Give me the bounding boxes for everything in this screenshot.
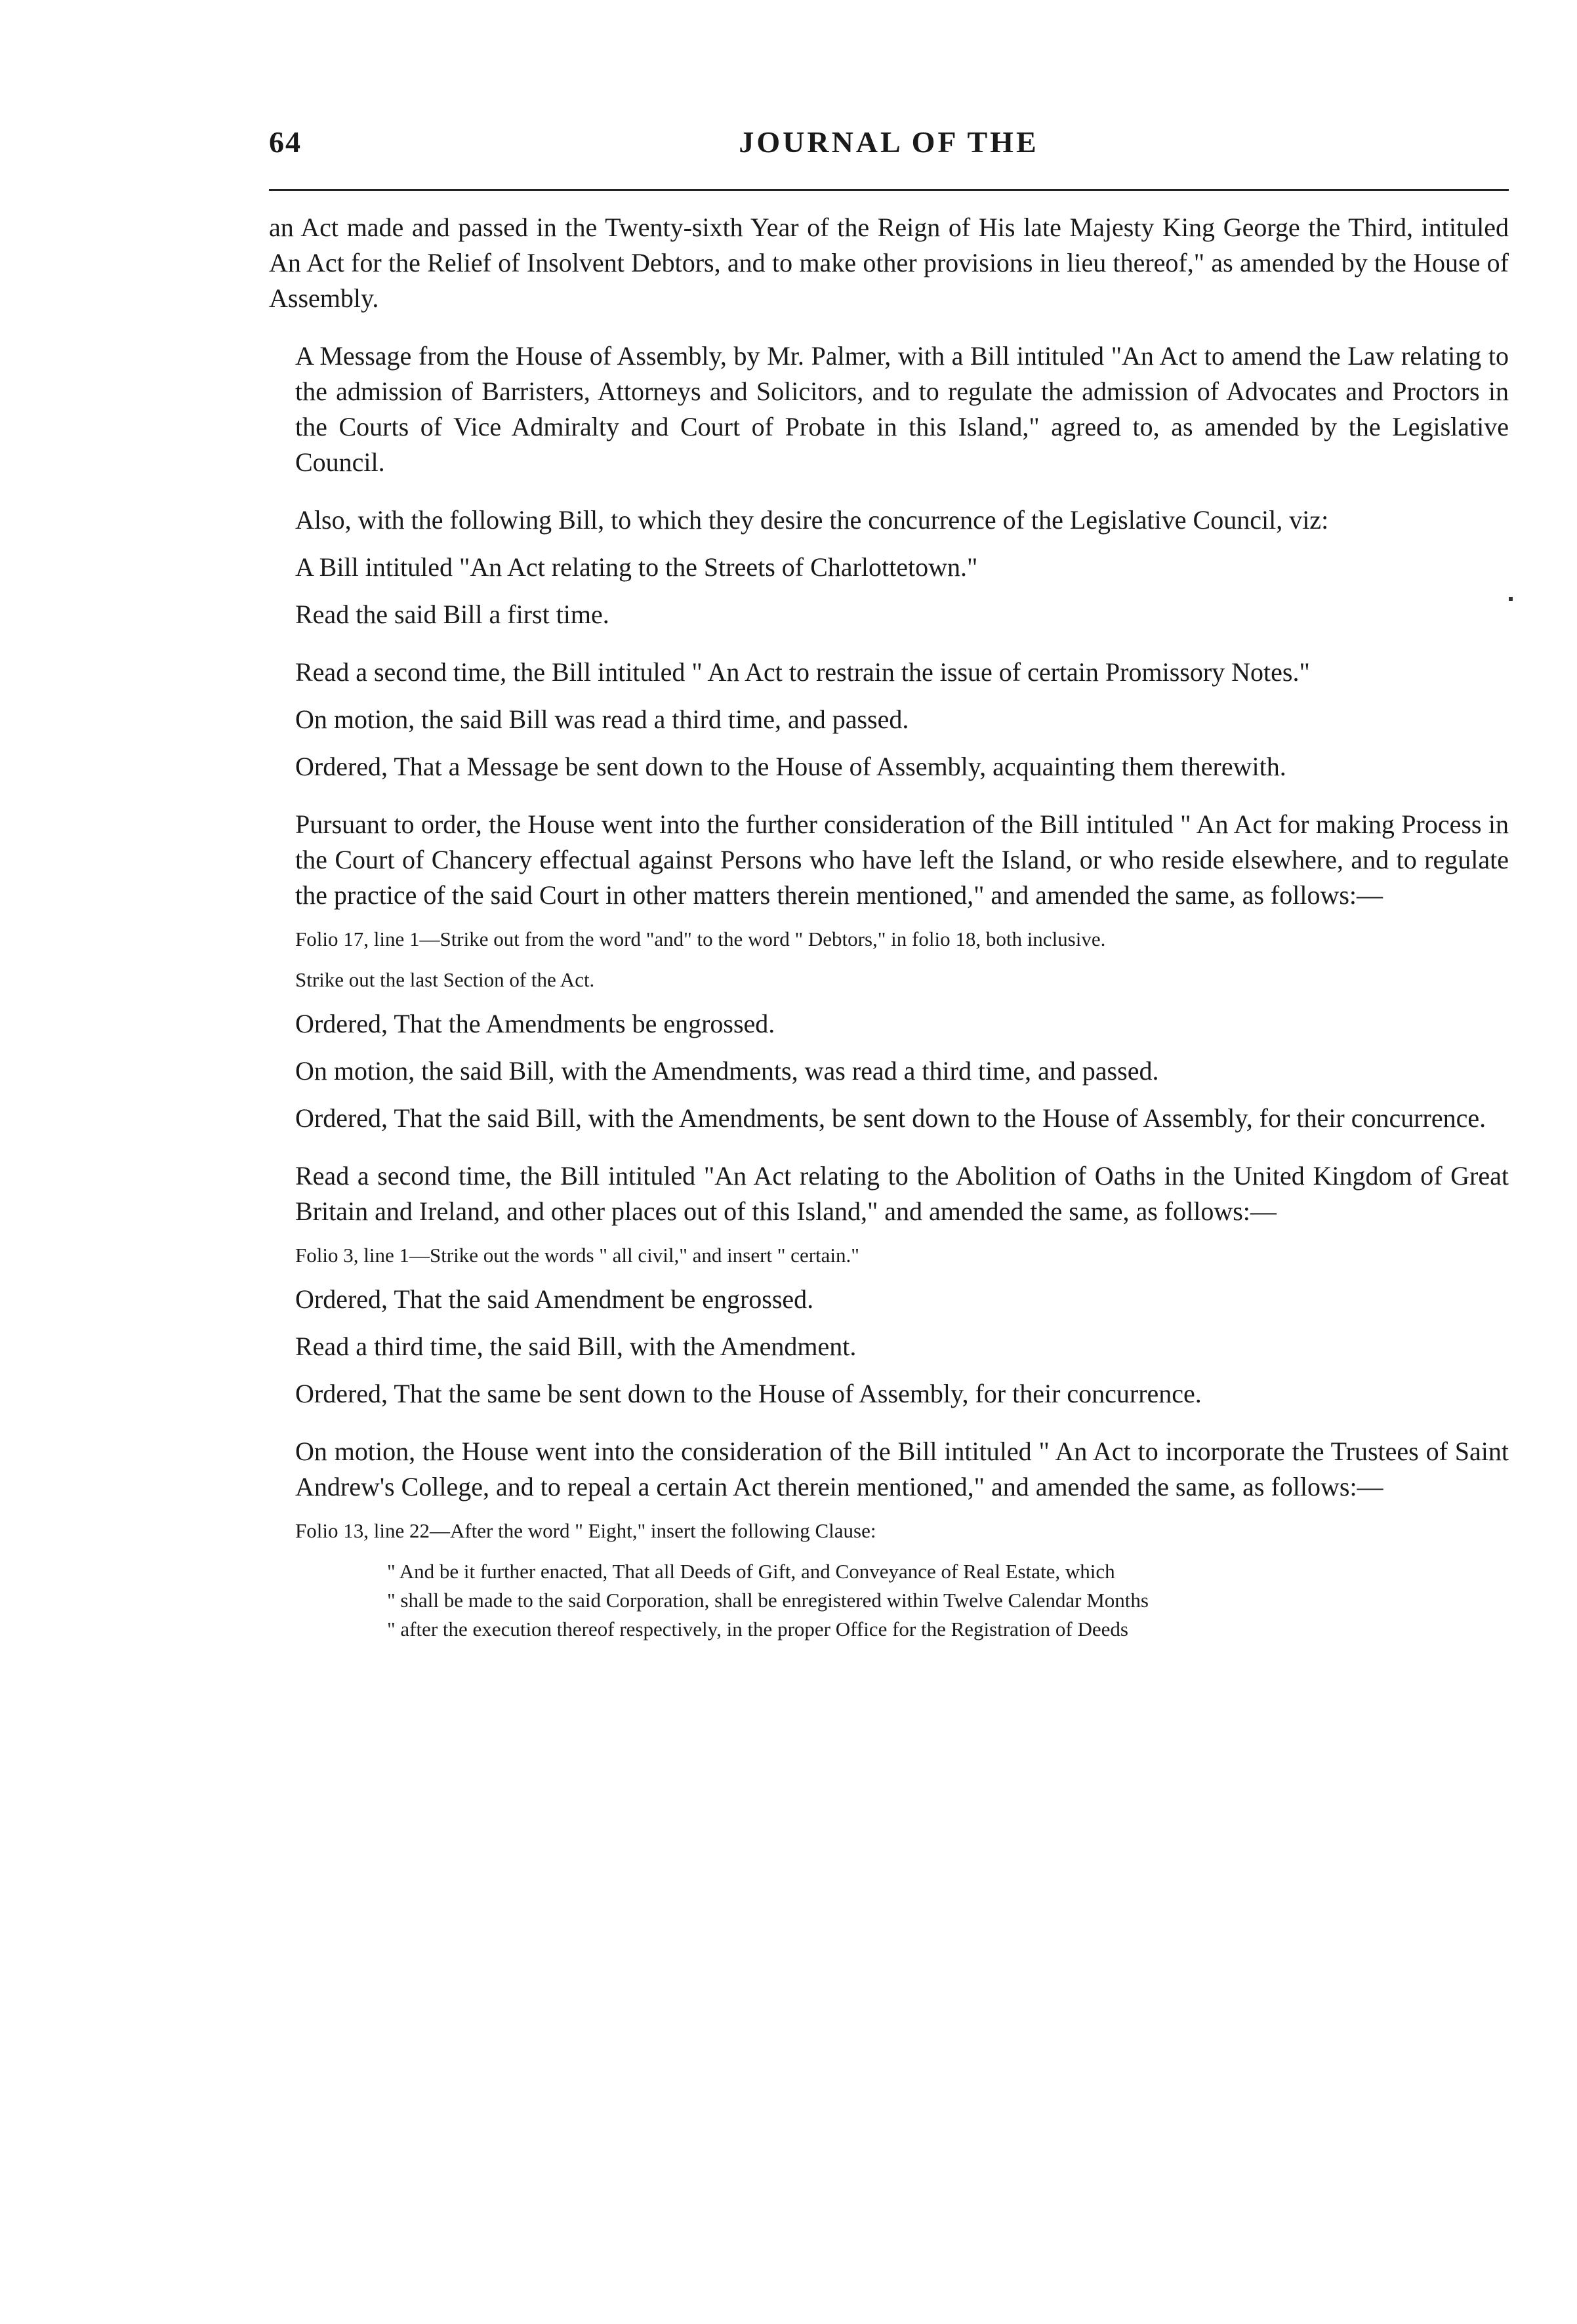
paragraph: Read the said Bill a first time. (295, 600, 609, 629)
margin-mark (1509, 597, 1513, 601)
paragraph: an Act made and passed in the Twenty-sixth Year of the Reign of His late Majesty King George the Third, intituled An Act for the Relief of Insolvent Debtors, and to make other provisions in lieu thereof," as amended by the House of Assembly. (269, 213, 1509, 313)
page-header (269, 112, 1509, 164)
paragraph: Also, with the following Bill, to which they desire the concurrence of the Legislative Council, viz: (295, 505, 1329, 535)
amendment-line: Strike out the last Section of the Act. (295, 968, 595, 991)
paragraph: Ordered, That the said Bill, with the Amendments, be sent down to the House of Assembly, for their concurrence. (295, 1103, 1486, 1133)
clause-line: " And be it further enacted, That all Deeds of Gift, and Conveyance of Real Estate, which (387, 1560, 1115, 1583)
running-head: JOURNAL OF THE (739, 125, 1039, 159)
amendment-line: Folio 13, line 22—After the word " Eight," insert the following Clause: (295, 1519, 876, 1542)
paragraph: Ordered, That the said Amendment be engrossed. (295, 1284, 814, 1314)
paragraph: On motion, the said Bill, with the Amendments, was read a third time, and passed. (295, 1056, 1159, 1086)
paragraph: On motion, the said Bill was read a third time, and passed. (295, 704, 909, 734)
journal-body (269, 210, 1509, 1644)
amendment-line: Folio 3, line 1—Strike out the words " all civil," and insert " certain." (295, 1244, 859, 1267)
paragraph: On motion, the House went into the consideration of the Bill intituled " An Act to incorporate the Trustees of Saint Andrew's College, and to repeal a certain Act therein mentioned," and amended the same, as follows:— (295, 1437, 1509, 1501)
clause-line: " after the execution thereof respectively, in the proper Office for the Registration of Deeds (387, 1618, 1128, 1641)
paragraph: Ordered, That a Message be sent down to the House of Assembly, acquainting them therewith. (295, 752, 1286, 781)
page-number: 64 (269, 125, 302, 159)
amendment-line: Folio 17, line 1—Strike out from the word "and" to the word " Debtors," in folio 18, both inclusive. (295, 928, 1106, 950)
paragraph: Ordered, That the same be sent down to the House of Assembly, for their concurrence. (295, 1379, 1202, 1408)
paragraph: A Bill intituled "An Act relating to the Streets of Charlottetown." (295, 552, 978, 582)
paragraph: Read a third time, the said Bill, with the Amendment. (295, 1332, 857, 1361)
header-rule (269, 189, 1509, 191)
paragraph: Ordered, That the Amendments be engrossed. (295, 1009, 775, 1038)
journal-page (269, 112, 1509, 1641)
clause-line: " shall be made to the said Corporation, shall be enregistered within Twelve Calendar Months (387, 1589, 1149, 1612)
paragraph: Read a second time, the Bill intituled "An Act relating to the Abolition of Oaths in the United Kingdom of Great Britain and Ireland, and other places out of this Island," and amended the same, as follows:— (295, 1161, 1509, 1226)
paragraph: Read a second time, the Bill intituled " An Act to restrain the issue of certain Promissory Notes." (295, 657, 1310, 687)
paragraph: A Message from the House of Assembly, by Mr. Palmer, with a Bill intituled "An Act to amend the Law relating to the admission of Barristers, Attorneys and Solicitors, and to regulate the admission of Advocates and Proctors in the Courts of Vice Admiralty and Court of Probate in this Island," agreed to, as amended by the Legislative Council. (295, 341, 1509, 477)
paragraph: Pursuant to order, the House went into the further consideration of the Bill intituled " An Act for making Process in the Court of Chancery effectual against Persons who have left the Island, or who reside elsewhere, and to regulate the practice of the said Court in other matters therein mentioned," and amended the same, as follows:— (295, 809, 1509, 910)
